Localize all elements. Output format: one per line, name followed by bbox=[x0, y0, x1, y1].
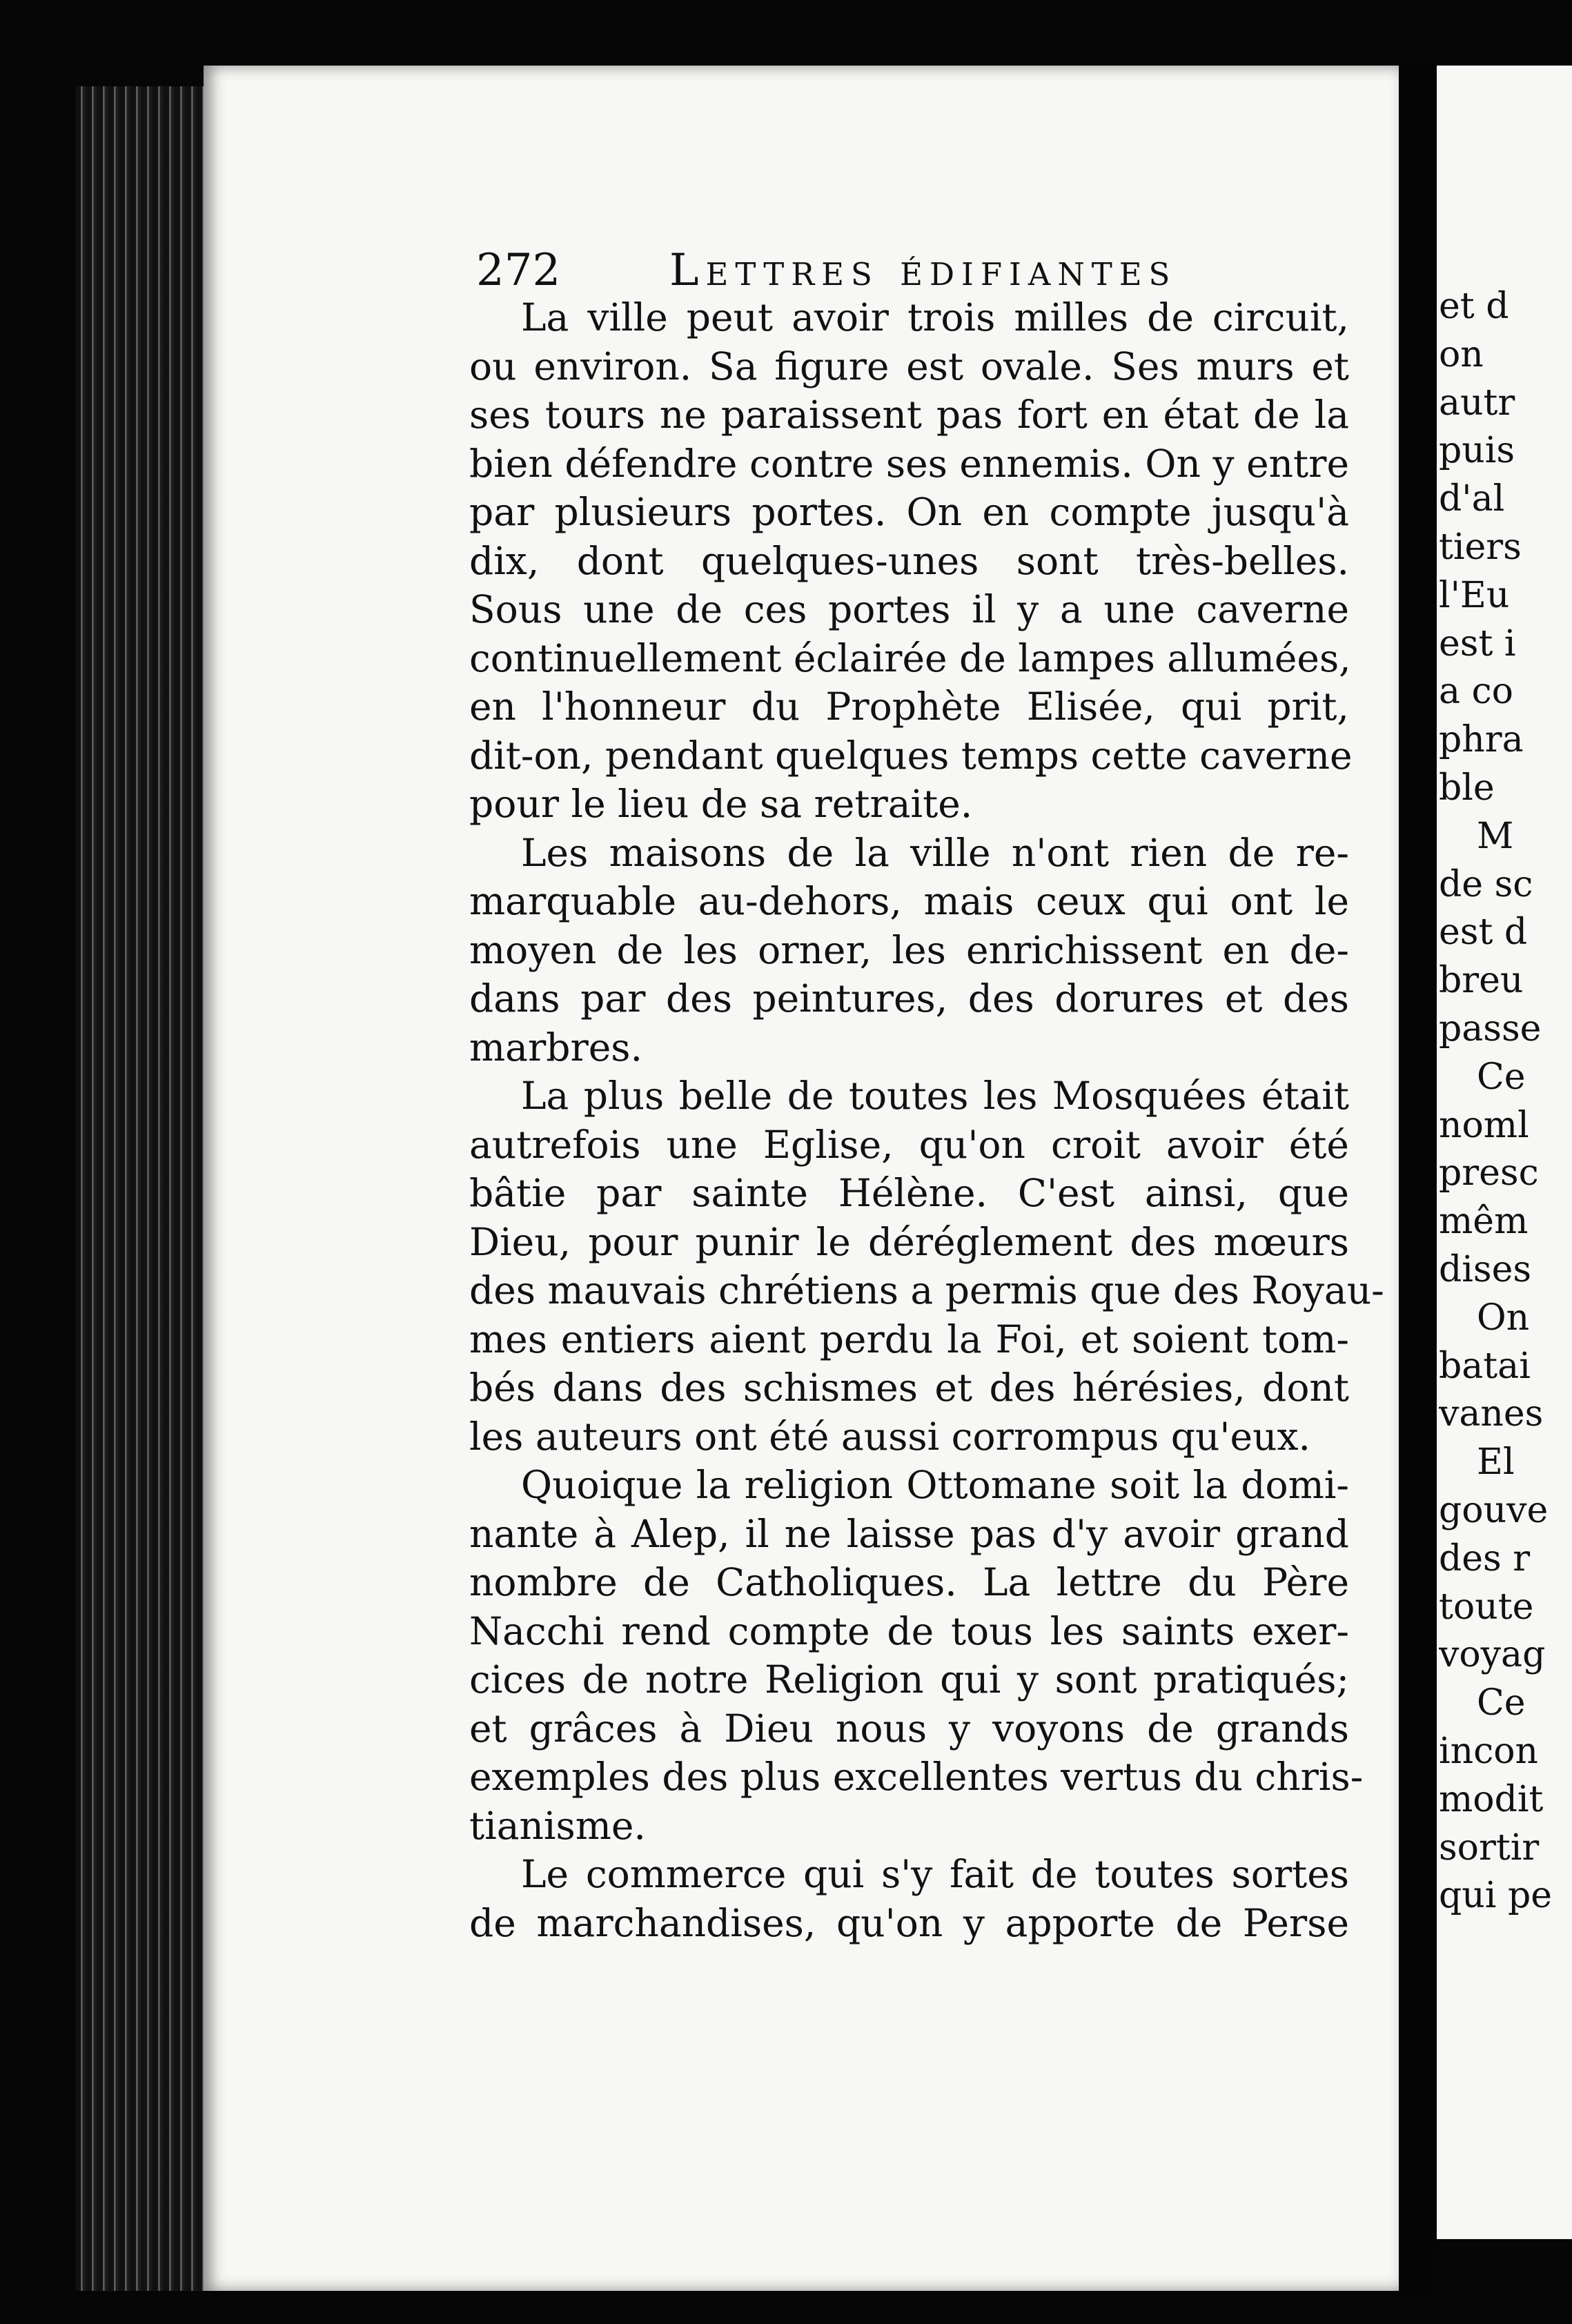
text-line: La ville peut avoir trois milles de circuit, bbox=[521, 295, 1349, 339]
text-fragment: a co bbox=[1439, 671, 1513, 713]
text-fragment: et d bbox=[1439, 286, 1509, 327]
text-fragment: toute bbox=[1439, 1586, 1534, 1628]
text-fragment: dises bbox=[1439, 1248, 1532, 1290]
text-line: autrefois une Eglise, qu'on croit avoir été bbox=[469, 1122, 1349, 1167]
text-fragment: Ce bbox=[1477, 1056, 1526, 1098]
text-line: exemples des plus excellentes vertus du chris- bbox=[469, 1755, 1364, 1799]
text-fragment: mêm bbox=[1439, 1201, 1529, 1243]
text-line: pour le lieu de sa retraite. bbox=[469, 782, 973, 826]
text-line: bien défendre contre ses ennemis. On y entre bbox=[469, 441, 1349, 486]
text-fragment: gouve bbox=[1439, 1489, 1549, 1531]
text-line: en l'honneur du Prophète Elisée, qui prit, bbox=[469, 685, 1349, 729]
text-fragment: Ce bbox=[1477, 1682, 1526, 1724]
right-page-text bbox=[1439, 283, 1572, 1920]
text-line: bés dans des schismes et des hérésies, dont bbox=[469, 1366, 1349, 1410]
text-fragment: l'Eu bbox=[1439, 574, 1510, 616]
page-number: 272 bbox=[476, 245, 561, 296]
text-fragment: on bbox=[1439, 333, 1484, 375]
text-line: tianisme. bbox=[469, 1803, 646, 1848]
text-line: ou environ. Sa figure est ovale. Ses murs et bbox=[469, 344, 1349, 388]
text-fragment: batai bbox=[1439, 1345, 1531, 1387]
text-fragment: est d bbox=[1439, 912, 1528, 954]
paragraph bbox=[469, 1072, 1384, 1461]
text-fragment: des r bbox=[1439, 1537, 1531, 1579]
text-fragment: vanes bbox=[1439, 1393, 1544, 1435]
text-fragment: d'al bbox=[1439, 478, 1505, 520]
text-fragment: modit bbox=[1439, 1778, 1544, 1820]
text-line: La plus belle de toutes les Mosquées était bbox=[521, 1074, 1349, 1118]
text-fragment: tiers bbox=[1439, 526, 1522, 568]
text-fragment: noml bbox=[1439, 1104, 1529, 1146]
paragraph bbox=[469, 1850, 1349, 1947]
paragraph bbox=[469, 1461, 1364, 1850]
paragraph bbox=[469, 293, 1353, 829]
text-fragment: presc bbox=[1439, 1152, 1539, 1194]
body-text bbox=[469, 293, 1384, 1947]
text-line: Les maisons de la ville n'ont rien de re- bbox=[521, 830, 1349, 875]
text-line: dix, dont quelques-unes sont très-belles. bbox=[469, 538, 1349, 583]
text-line: moyen de les orner, les enrichissent en de- bbox=[469, 927, 1349, 972]
text-line: mes entiers aient perdu la Foi, et soient tom- bbox=[469, 1317, 1349, 1361]
text-fragment: est i bbox=[1439, 622, 1516, 664]
text-fragment: passe bbox=[1439, 1007, 1542, 1050]
page-header bbox=[476, 245, 1387, 300]
text-line: marbres. bbox=[469, 1025, 642, 1070]
text-line: Nacchi rend compte de tous les saints exer- bbox=[469, 1608, 1349, 1653]
book-gutter bbox=[1399, 59, 1437, 2301]
text-fragment: phra bbox=[1439, 719, 1524, 761]
text-fragment: qui pe bbox=[1439, 1875, 1552, 1917]
text-fragment: M bbox=[1477, 815, 1514, 857]
text-line: les auteurs ont été aussi corrompus qu'eux. bbox=[469, 1414, 1310, 1459]
text-fragment: incon bbox=[1439, 1730, 1539, 1772]
running-title: Lettres édifiantes bbox=[669, 245, 1177, 296]
text-line: dit-on, pendant quelques temps cette caverne bbox=[469, 733, 1353, 778]
text-fragment: autr bbox=[1439, 382, 1515, 424]
text-line: et grâces à Dieu nous y voyons de grands bbox=[469, 1706, 1349, 1751]
text-line: par plusieurs portes. On en compte jusqu'à bbox=[469, 490, 1349, 534]
text-line: cices de notre Religion qui y sont pratiqués; bbox=[469, 1657, 1349, 1702]
text-line: de marchandises, qu'on y apporte de Perse bbox=[469, 1900, 1349, 1945]
text-fragment: ble bbox=[1439, 767, 1495, 809]
text-fragment: puis bbox=[1439, 430, 1515, 472]
text-line: nombre de Catholiques. La lettre du Père bbox=[469, 1560, 1349, 1604]
text-line: continuellement éclairée de lampes allumées, bbox=[469, 636, 1351, 680]
page-edge-stack bbox=[76, 86, 214, 2291]
text-line: marquable au-dehors, mais ceux qui ont le bbox=[469, 879, 1349, 923]
text-fragment: voyag bbox=[1439, 1634, 1546, 1676]
text-fragment: de sc bbox=[1439, 863, 1533, 905]
text-line: ses tours ne paraissent pas fort en état de la bbox=[469, 393, 1349, 437]
text-line: Quoique la religion Ottomane soit la domi- bbox=[521, 1463, 1349, 1507]
text-fragment: breu bbox=[1439, 960, 1524, 1002]
text-line: Le commerce qui s'y fait de toutes sortes bbox=[521, 1852, 1349, 1896]
text-line: des mauvais chrétiens a permis que des Royau- bbox=[469, 1268, 1384, 1312]
text-fragment: On bbox=[1477, 1297, 1530, 1339]
text-line: nante à Alep, il ne laisse pas d'y avoir grand bbox=[469, 1511, 1349, 1556]
text-fragment: sortir bbox=[1439, 1826, 1540, 1869]
text-line: dans par des peintures, des dorures et des bbox=[469, 976, 1349, 1021]
paragraph bbox=[469, 829, 1349, 1072]
text-line: Sous une de ces portes il y a une caverne bbox=[469, 587, 1349, 631]
text-fragment: El bbox=[1477, 1441, 1515, 1484]
text-line: Dieu, pour punir le déréglement des mœurs bbox=[469, 1219, 1349, 1264]
text-line: bâtie par sainte Hélène. C'est ainsi, que bbox=[469, 1171, 1349, 1215]
